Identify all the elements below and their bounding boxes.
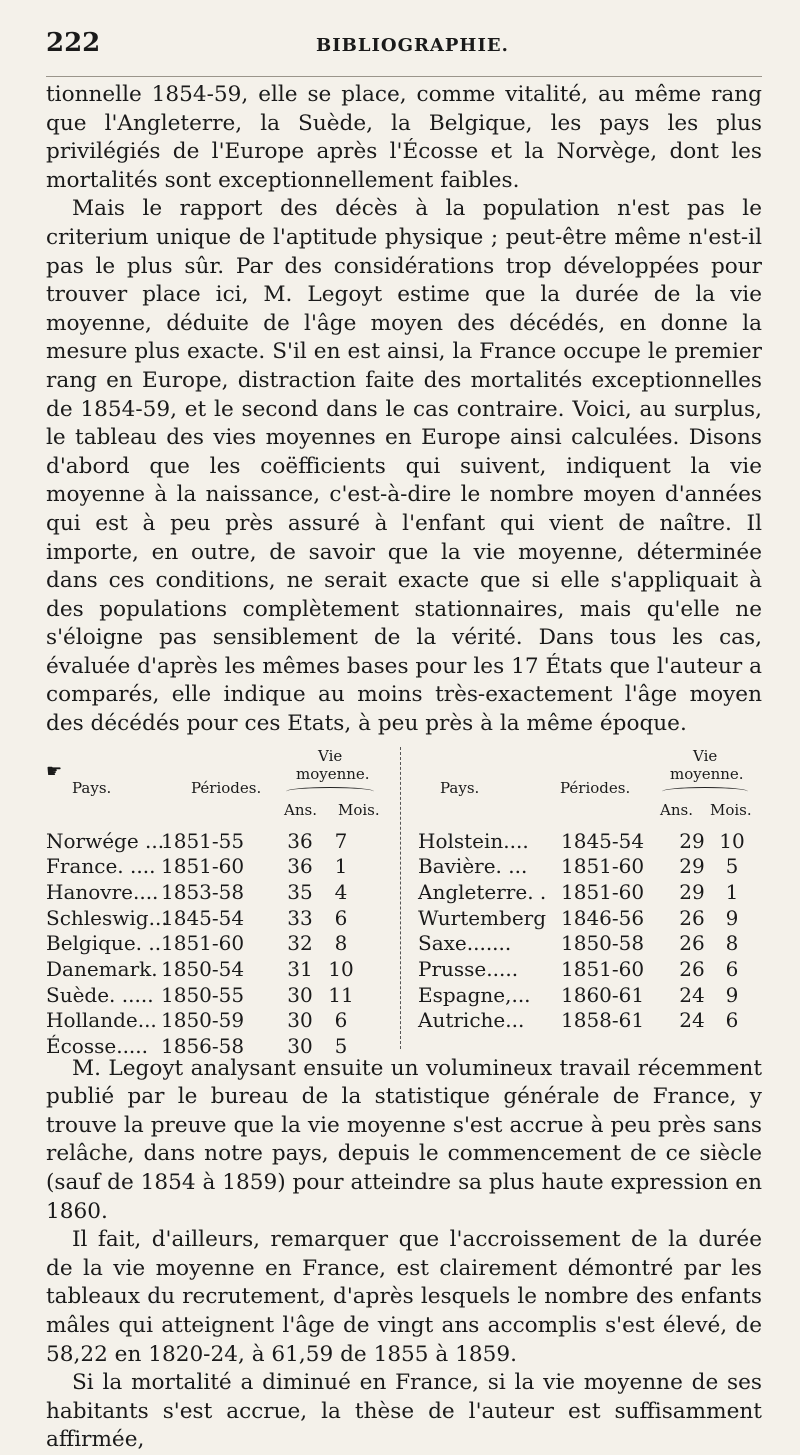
paragraph-legoyt-analyse: M. Legoyt analysant ensuite un volumineux travail récemment publié par le bureau de la statistique générale de France, y trouve la preuve que la vie moyenne s'est accrue à peu près sans relâche, dans notre pays, depuis le commencement de ce siècle (sauf de 1854 à 1859) pour atteindre sa plus haute expression en 1860.: [46, 1055, 762, 1224]
table-row: [46, 983, 391, 1009]
header-moyenne: moyenne.: [296, 764, 370, 783]
table-row: [418, 931, 762, 957]
country-cell: Prusse.....: [418, 957, 519, 982]
table-right-column: [418, 747, 762, 1035]
pointing-hand-icon: ☛: [46, 760, 63, 782]
years-cell: 30: [287, 1034, 313, 1059]
table-row: [46, 1008, 391, 1034]
header-pays: Pays.: [72, 778, 112, 797]
running-head: BIBLIOGRAPHIE.: [316, 35, 509, 56]
period-cell: 1851-60: [161, 854, 245, 879]
life-expectancy-table: [46, 746, 762, 1059]
period-cell: 1851-55: [161, 828, 245, 853]
years-cell: 30: [287, 982, 313, 1007]
period-cell: 1845-54: [561, 828, 645, 853]
months-cell: 10: [719, 828, 745, 853]
years-cell: 26: [679, 931, 705, 956]
years-cell: 32: [287, 931, 313, 956]
paragraph-recrutement: Il fait, d'ailleurs, remarquer que l'accroissement de la durée de la vie moyenne en France, est clairement démontré par les tableaux du recrutement, d'après lesquels le nombre des enfants mâles qui atteignent l'âge de vingt ans accomplis s'est élevé, de 58,22 en 1820-24, à 61,59 de 1855 à 1859.: [46, 1227, 762, 1367]
months-cell: 10: [328, 957, 354, 982]
table-row: [46, 906, 391, 932]
table-row: [418, 1008, 762, 1034]
table-row: [418, 854, 762, 880]
table-row: [418, 906, 762, 932]
years-cell: 35: [287, 880, 313, 905]
years-cell: 24: [679, 1008, 705, 1033]
country-cell: Angleterre. .: [418, 880, 547, 905]
header-mois: Mois.: [338, 800, 380, 819]
table-row: [46, 957, 391, 983]
years-cell: 26: [679, 957, 705, 982]
period-cell: 1845-54: [161, 905, 245, 930]
years-cell: 36: [287, 828, 313, 853]
table-row: [46, 1034, 391, 1060]
page-number: 222: [46, 28, 101, 58]
months-cell: 7: [334, 828, 348, 853]
period-cell: 1846-56: [561, 905, 645, 930]
paragraph-continued: tionnelle 1854-59, elle se place, comme vitalité, au même rang que l'Angleterre, la Suède, la Belgique, les pays les plus privilégiés de l'Europe après l'Écosse et la Norvège, dont les mortalités sont exceptionnellement faibles.: [46, 82, 762, 193]
years-cell: 29: [679, 854, 705, 879]
country-cell: Écosse.....: [46, 1034, 148, 1059]
period-cell: 1850-54: [161, 957, 245, 982]
country-cell: Hollande...: [46, 1008, 157, 1033]
period-cell: 1851-60: [561, 880, 645, 905]
header-mois: Mois.: [710, 800, 752, 819]
country-cell: Schleswig...: [46, 905, 168, 930]
header-vie: Vie: [318, 746, 343, 765]
period-cell: 1853-58: [161, 880, 245, 905]
years-cell: 26: [679, 905, 705, 930]
table-header-left: [46, 747, 391, 829]
years-cell: 24: [679, 982, 705, 1007]
months-cell: 11: [328, 982, 354, 1007]
country-cell: Bavière. ...: [418, 854, 528, 879]
country-cell: Suède. .....: [46, 982, 154, 1007]
years-cell: 36: [287, 854, 313, 879]
period-cell: 1856-58: [161, 1034, 245, 1059]
months-cell: 6: [725, 1008, 739, 1033]
period-cell: 1850-59: [161, 1008, 245, 1033]
table-row: [46, 829, 391, 855]
months-cell: 1: [725, 880, 739, 905]
period-cell: 1851-60: [561, 854, 645, 879]
months-cell: 8: [334, 931, 348, 956]
table-left-rows: [46, 829, 391, 1060]
header-brace: [286, 787, 374, 796]
period-cell: 1850-58: [561, 931, 645, 956]
period-cell: 1858-61: [561, 1008, 645, 1033]
table-row: [46, 854, 391, 880]
paragraph-vie-moyenne: Mais le rapport des décès à la population n'est pas le criterium unique de l'aptitude physique ; peut-être même n'est-il pas le plus sûr. Par des considérations trop développées pour trouver place ici, M. Legoyt estime que la durée de la vie moyenne, déduite de l'âge moyen des décédés, en donne la mesure plus exacte. S'il en est ainsi, la France occupe le premier rang en Europe, distraction faite des mortalités exceptionnelles de 1854-59, et le second dans le cas contraire. Voici, au surplus, le tableau des vies moyennes en Europe ainsi calculées. Disons d'abord que les coëfficients qui suivent, indiquent la vie moyenne à la naissance, c'est-à-dire le nombre moyen d'années qui est à peu près assuré à l'enfant qui vient de naître. Il importe, en outre, de savoir que la vie moyenne, déterminée dans ces conditions, ne serait exacte que si elle s'appliquait à des populations complètement stationnaires, mais qu'elle ne s'éloigne pas sensiblement de la vérité. Dans tous les cas, évaluée d'après les mêmes bases pour les 17 États que l'auteur a comparés, elle indique au moins très-exactement l'âge moyen des décédés pour ces Etats, à peu près à la même époque.: [46, 196, 762, 737]
months-cell: 6: [334, 905, 348, 930]
table-row: [418, 957, 762, 983]
period-cell: 1850-55: [161, 982, 245, 1007]
months-cell: 4: [334, 880, 348, 905]
country-cell: Belgique. ..: [46, 931, 162, 956]
table-header-right: [418, 747, 762, 829]
column-divider: [400, 747, 401, 1049]
months-cell: 9: [725, 905, 739, 930]
page-header: [46, 28, 762, 77]
months-cell: 1: [334, 854, 348, 879]
country-cell: Hanovre....: [46, 880, 159, 905]
months-cell: 5: [334, 1034, 348, 1059]
years-cell: 31: [287, 957, 313, 982]
period-cell: 1851-60: [561, 957, 645, 982]
country-cell: Norwége ...: [46, 828, 165, 853]
header-brace: [662, 787, 748, 796]
country-cell: Autriche...: [418, 1008, 525, 1033]
header-pays: Pays.: [440, 778, 480, 797]
table-row: [418, 829, 762, 855]
period-cell: 1860-61: [561, 982, 645, 1007]
header-ans: Ans.: [660, 800, 693, 819]
months-cell: 6: [334, 1008, 348, 1033]
table-row: [46, 931, 391, 957]
months-cell: 6: [725, 957, 739, 982]
header-periodes: Périodes.: [191, 778, 262, 797]
country-cell: Holstein....: [418, 828, 529, 853]
paragraph-conclusion: Si la mortalité a diminué en France, si la vie moyenne de ses habitants s'est accrue, la thèse de l'auteur est suffisamment affirmée,: [46, 1370, 762, 1453]
months-cell: 9: [725, 982, 739, 1007]
period-cell: 1851-60: [161, 931, 245, 956]
header-ans: Ans.: [284, 800, 317, 819]
years-cell: 33: [287, 905, 313, 930]
years-cell: 30: [287, 1008, 313, 1033]
country-cell: France. ....: [46, 854, 156, 879]
table-row: [418, 880, 762, 906]
header-vie: Vie: [693, 746, 718, 765]
table-row: [418, 983, 762, 1009]
years-cell: 29: [679, 880, 705, 905]
header-moyenne: moyenne.: [670, 764, 744, 783]
years-cell: 29: [679, 828, 705, 853]
country-cell: Espagne,...: [418, 982, 531, 1007]
months-cell: 5: [725, 854, 739, 879]
table-row: [46, 880, 391, 906]
months-cell: 8: [725, 931, 739, 956]
country-cell: Wurtemberg: [418, 905, 547, 930]
country-cell: Danemark. .: [46, 957, 171, 982]
country-cell: Saxe.......: [418, 931, 512, 956]
header-periodes: Périodes.: [560, 778, 631, 797]
table-left-column: [46, 747, 391, 1060]
table-right-rows: [418, 829, 762, 1035]
